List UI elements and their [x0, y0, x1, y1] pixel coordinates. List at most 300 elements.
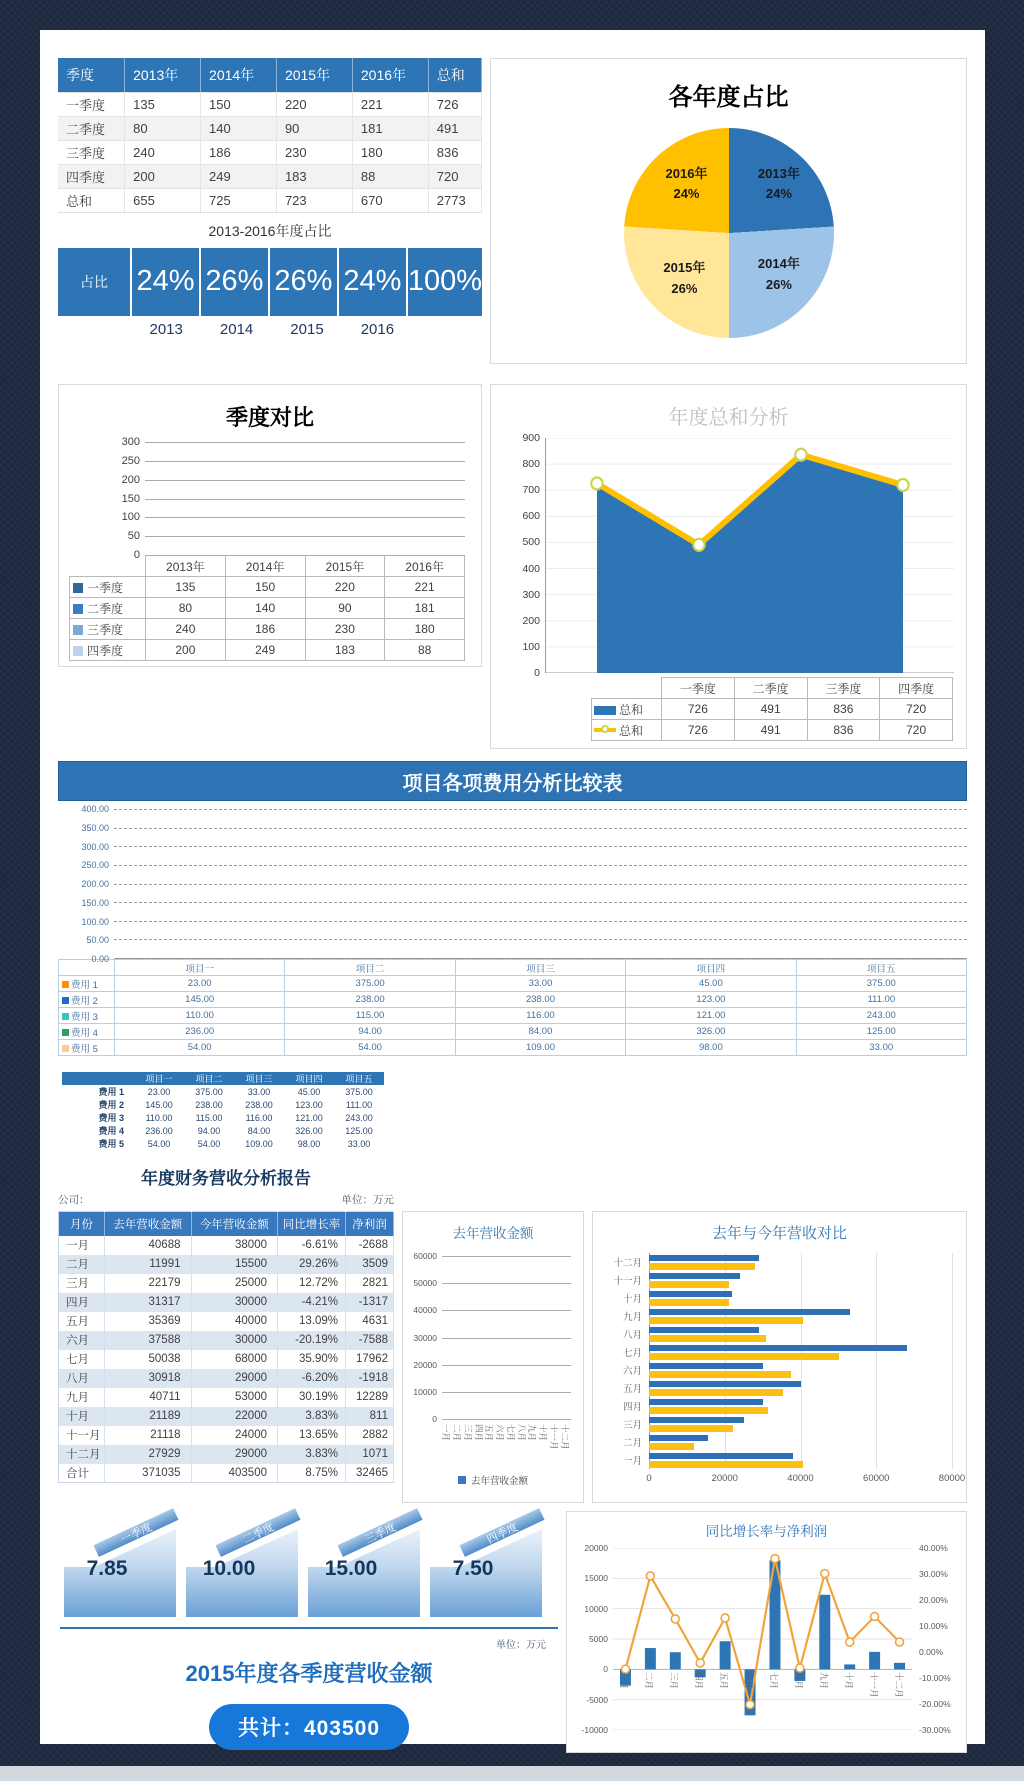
- cell: 3.83%: [278, 1407, 346, 1426]
- company-label: 公司：: [58, 1194, 90, 1206]
- total-pill-button[interactable]: 共计：403500: [209, 1704, 409, 1750]
- axis-label: 八月: [622, 1330, 642, 1341]
- cell: 200: [146, 640, 226, 661]
- marker: [746, 1700, 754, 1708]
- cell: -6.61%: [278, 1236, 346, 1255]
- row-label: 费用 2: [98, 1100, 124, 1110]
- table-row: [592, 720, 953, 741]
- left-axis: [573, 1543, 613, 1735]
- cell: 145.00: [145, 1099, 173, 1110]
- bar-group: [649, 1361, 952, 1379]
- cell: 54.00: [147, 1138, 171, 1149]
- cell: 17962: [346, 1350, 394, 1369]
- quarter-flags-block: [58, 1511, 558, 1753]
- share-value: 26%: [270, 248, 337, 316]
- slice-year: 2016年: [665, 165, 708, 181]
- corner-cell: [62, 1072, 134, 1085]
- axis-tick: 250: [121, 454, 140, 467]
- axis-tick: 0: [432, 1414, 437, 1424]
- cell: 180: [385, 619, 465, 640]
- annual-sum-panel: [490, 384, 967, 749]
- cell: 98.00: [297, 1138, 321, 1149]
- legend-cell: [59, 976, 115, 992]
- cell: 836: [807, 699, 880, 720]
- cell: 五月: [59, 1312, 105, 1331]
- table-row: [62, 1124, 384, 1137]
- quarter-flag: [430, 1511, 542, 1617]
- cell: 30.19%: [278, 1388, 346, 1407]
- cell: 90: [305, 598, 385, 619]
- cell: 180: [352, 140, 428, 164]
- lastyear-legend: [409, 1473, 577, 1487]
- quarter-compare-data-table: [69, 555, 465, 661]
- row-label: 费用 3: [98, 1113, 124, 1123]
- axis-tick: 5000: [589, 1634, 608, 1644]
- table-header-row: [58, 58, 482, 92]
- marker: [771, 1555, 779, 1563]
- cell: 125.00: [796, 1024, 966, 1040]
- combo-chart: [573, 1543, 960, 1735]
- quarter-flags: [60, 1511, 558, 1619]
- cell: 30000: [191, 1293, 278, 1312]
- bar: [720, 1641, 731, 1669]
- legend-cell: [70, 577, 146, 598]
- cell: 221: [352, 92, 428, 116]
- axis-label: 一月: [441, 1424, 452, 1442]
- cell: 375.00: [285, 976, 455, 992]
- gridline: [145, 555, 465, 556]
- axis-label: 五月: [484, 1424, 495, 1442]
- axis-tick: -10.00%: [919, 1673, 951, 1683]
- axis-label: 十一月: [613, 1276, 642, 1287]
- axis-tick: 50000: [413, 1278, 437, 1289]
- axis-tick: 300.00: [81, 841, 109, 852]
- flag-value: 7.85: [86, 1557, 128, 1580]
- bottom-section: [58, 1511, 967, 1753]
- unit-label: 单位：万元: [496, 1640, 546, 1651]
- bar: [844, 1664, 855, 1669]
- cell: 150: [225, 577, 305, 598]
- mid-section: [58, 384, 967, 749]
- share-value: 24%: [339, 248, 406, 316]
- table-row: [59, 1388, 394, 1407]
- cell: 13.09%: [278, 1312, 346, 1331]
- column-header: 项目五: [334, 1072, 384, 1085]
- axis-label: 十月: [538, 1424, 549, 1442]
- cell: 238.00: [285, 992, 455, 1008]
- x-axis-labels: [442, 1421, 571, 1465]
- axis-label: 二月: [452, 1424, 463, 1442]
- slice-percent: 26%: [765, 276, 792, 292]
- cell: 七月: [59, 1350, 105, 1369]
- cell: 220: [305, 577, 385, 598]
- marker: [696, 1659, 704, 1667]
- axis-tick: 0: [133, 549, 140, 561]
- quarter-compare-chart: [69, 436, 471, 561]
- cell: 13.65%: [278, 1426, 346, 1445]
- legend-label: 费用 1: [71, 979, 98, 991]
- axis-tick: -5000: [586, 1694, 608, 1705]
- cell: 二月: [59, 1255, 105, 1274]
- axis-label: 八月: [516, 1424, 527, 1442]
- cell: 1071: [346, 1445, 394, 1464]
- axis-label: 七月: [768, 1672, 779, 1690]
- x-axis-labels: [646, 1469, 966, 1485]
- y-axis-labels: [607, 1253, 649, 1469]
- table-row: [70, 598, 465, 619]
- cell: 40000: [191, 1312, 278, 1331]
- cell: 238.00: [245, 1099, 273, 1110]
- cell: 720: [880, 699, 953, 720]
- cell: 811: [346, 1407, 394, 1426]
- flag-label: 四季度: [484, 1520, 520, 1546]
- legend-label: 四季度: [87, 643, 124, 658]
- axis-tick: 40.00%: [919, 1543, 948, 1553]
- cell: 111.00: [345, 1099, 373, 1110]
- cell: 116.00: [245, 1112, 273, 1123]
- table-row: [59, 1040, 967, 1056]
- axis-label: 九月: [818, 1672, 829, 1690]
- quarter-flag: [186, 1511, 298, 1617]
- axis-tick: 300: [522, 588, 540, 601]
- cell: 94.00: [197, 1125, 221, 1136]
- column-header: 同比增长率: [278, 1212, 346, 1236]
- table-row: [59, 1331, 394, 1350]
- cell: 27929: [105, 1445, 192, 1464]
- share-value: 26%: [201, 248, 268, 316]
- cell: 109.00: [245, 1138, 273, 1149]
- table-row: [59, 1350, 394, 1369]
- pie-panel: [490, 58, 967, 364]
- share-percentage-row: [58, 248, 482, 316]
- axis-tick: 20000: [413, 1359, 437, 1370]
- cell: 98.00: [626, 1040, 796, 1056]
- quarter-flag: [308, 1511, 420, 1617]
- pie-slice-label: [737, 164, 821, 206]
- annual-sum-title: 年度总和分析: [668, 407, 789, 429]
- axis-tick: 200: [121, 473, 140, 486]
- quarter-flag: [64, 1511, 176, 1617]
- bar: [649, 1345, 907, 1352]
- cell: 655: [125, 188, 201, 212]
- cell: 33.00: [347, 1138, 371, 1149]
- plot-area: [442, 1256, 571, 1419]
- axis-tick: 600: [522, 510, 540, 523]
- bar: [649, 1389, 783, 1396]
- bar: [819, 1595, 830, 1670]
- axis-tick: 150: [121, 492, 140, 505]
- cell: 236.00: [145, 1125, 173, 1136]
- project-chart: [58, 804, 967, 964]
- column-header: 2013年: [125, 58, 201, 92]
- table-row: [59, 1369, 394, 1388]
- marker: [897, 479, 908, 491]
- cell: -1317: [346, 1293, 394, 1312]
- share-caption: 2013-2016年度占比: [208, 222, 332, 239]
- lastyear-revenue-panel: [402, 1211, 584, 1503]
- cell: 88: [352, 164, 428, 188]
- cell: 121.00: [626, 1008, 796, 1024]
- cell: 21189: [105, 1407, 192, 1426]
- flag-label: 三季度: [362, 1520, 398, 1546]
- cell: 37588: [105, 1331, 192, 1350]
- cell: 总和: [58, 188, 125, 212]
- column-header: 2015年: [276, 58, 352, 92]
- axis-tick: 0: [603, 1664, 608, 1675]
- cell: 220: [276, 92, 352, 116]
- legend-cell: [70, 598, 146, 619]
- cell: 240: [146, 619, 226, 640]
- cell: 54.00: [115, 1040, 285, 1056]
- cell: 238.00: [195, 1099, 223, 1110]
- legend-label: 三季度: [87, 622, 124, 637]
- axis-label: 五月: [719, 1672, 730, 1690]
- table-row: [58, 92, 482, 116]
- cell: 53000: [191, 1388, 278, 1407]
- cell: 221: [385, 577, 465, 598]
- axis-tick: 80000: [938, 1473, 966, 1484]
- cell: 836: [807, 720, 880, 741]
- axis-tick: 0.00%: [919, 1647, 944, 1657]
- legend-label: 费用 3: [71, 1011, 98, 1023]
- cell: 88: [385, 640, 465, 661]
- cell: 726: [662, 720, 735, 741]
- cell: 一季度: [58, 92, 125, 116]
- cell: 491: [734, 699, 807, 720]
- compare-chart: [607, 1253, 952, 1469]
- cell: 二季度: [58, 116, 125, 140]
- cell: 375.00: [345, 1086, 373, 1097]
- legend-cell: [59, 1040, 115, 1056]
- axis-tick: 250.00: [81, 860, 109, 871]
- y-axis: [503, 432, 545, 679]
- cell: 181: [352, 116, 428, 140]
- axis-label: 二月: [644, 1672, 655, 1690]
- row-label: 费用 1: [98, 1087, 124, 1097]
- column-header: 项目四: [284, 1072, 334, 1085]
- share-value: 100%: [408, 248, 482, 316]
- bar: [649, 1335, 766, 1342]
- cell: 九月: [59, 1388, 105, 1407]
- y-axis: [58, 804, 114, 964]
- column-header: 一季度: [662, 678, 735, 699]
- report-section: [58, 1211, 967, 1503]
- cell: 230: [276, 140, 352, 164]
- bar: [649, 1281, 729, 1288]
- table-header-row: [59, 1212, 394, 1236]
- cell: 125.00: [345, 1125, 373, 1136]
- cell: 238.00: [455, 992, 625, 1008]
- pie-slice-label: [735, 254, 823, 296]
- slice-percent: 24%: [765, 186, 792, 202]
- table-row: [592, 699, 953, 720]
- cell: 115.00: [285, 1008, 455, 1024]
- year-label: 2016: [360, 321, 395, 338]
- legend-label: 去年营收金额: [470, 1476, 528, 1487]
- cell: 十一月: [59, 1426, 105, 1445]
- cell: 33.00: [796, 1040, 966, 1056]
- bar-group: [649, 1343, 952, 1361]
- table-row: [59, 1445, 394, 1464]
- bar-group: [649, 1253, 952, 1271]
- report-title: 年度财务营收分析报告: [141, 1169, 311, 1188]
- cell: 243.00: [345, 1112, 373, 1123]
- axis-label: 十二月: [559, 1424, 570, 1450]
- cell: 90: [276, 116, 352, 140]
- axis-label: 一月: [619, 1672, 630, 1690]
- gridline: [114, 958, 967, 959]
- bar: [649, 1255, 759, 1262]
- cell: 725: [201, 188, 277, 212]
- bar: [649, 1291, 732, 1298]
- table-row: [70, 577, 465, 598]
- cell: 35369: [105, 1312, 192, 1331]
- legend-label: 总和: [619, 702, 644, 717]
- marker: [591, 477, 602, 489]
- legend-swatch: [594, 706, 616, 715]
- axis-label: 六月: [495, 1424, 506, 1442]
- column-header: 项目一: [115, 960, 285, 976]
- cell: 45.00: [626, 976, 796, 992]
- cell: 230: [305, 619, 385, 640]
- cell: 22000: [191, 1407, 278, 1426]
- cell: 30918: [105, 1369, 192, 1388]
- divider: [60, 1627, 558, 1629]
- combo-chart-title: 同比增长率与净利润: [705, 1524, 828, 1539]
- row-label: 费用 5: [98, 1139, 124, 1149]
- axis-tick: 200.00: [81, 879, 109, 889]
- cell: 29000: [191, 1445, 278, 1464]
- cell: -7588: [346, 1331, 394, 1350]
- axis-tick: 100.00: [81, 916, 109, 927]
- bar: [649, 1299, 729, 1306]
- cell: 3509: [346, 1255, 394, 1274]
- legend-cell: [592, 720, 662, 741]
- axis-tick: 20000: [711, 1473, 738, 1484]
- cell: 140: [225, 598, 305, 619]
- axis-tick: -20.00%: [919, 1699, 951, 1709]
- bar-group: [649, 1307, 952, 1325]
- cell: 45.00: [297, 1086, 321, 1097]
- cell: 135: [146, 577, 226, 598]
- marker: [871, 1613, 879, 1621]
- marker: [646, 1572, 654, 1580]
- table-row: [59, 1464, 394, 1483]
- table-row: [70, 619, 465, 640]
- axis-tick: 10.00%: [919, 1621, 948, 1631]
- axis-tick: 100: [121, 511, 140, 524]
- bar-group: [649, 1271, 952, 1289]
- unit-label: 单位：万元: [341, 1194, 394, 1206]
- cell: 836: [428, 140, 481, 164]
- cell: 四月: [59, 1293, 105, 1312]
- cell: 11991: [105, 1255, 192, 1274]
- cell: 240: [125, 140, 201, 164]
- cell: 33.00: [247, 1086, 271, 1097]
- annual-sum-data-table: [591, 677, 953, 741]
- cell: 186: [201, 140, 277, 164]
- axis-tick: 10000: [584, 1603, 608, 1614]
- quarters-title: 2015年度各季度营收金额: [185, 1661, 433, 1686]
- axis-label: 五月: [622, 1384, 642, 1395]
- axis-tick: 0.00: [91, 954, 109, 964]
- bar: [649, 1273, 740, 1280]
- axis-tick: 150.00: [81, 897, 109, 908]
- lastyear-chart: [409, 1251, 577, 1424]
- marker: [795, 449, 806, 461]
- bar: [894, 1663, 905, 1669]
- slice-year: 2015年: [663, 260, 706, 276]
- legend-swatch: [458, 1476, 466, 1484]
- cell: 12.72%: [278, 1274, 346, 1293]
- axis-label: 十二月: [613, 1258, 642, 1269]
- bar: [649, 1443, 694, 1450]
- cell: 十月: [59, 1407, 105, 1426]
- cell: 合计: [59, 1464, 105, 1483]
- cell: 三月: [59, 1274, 105, 1293]
- axis-label: 三月: [462, 1424, 473, 1442]
- quarter-summary-block: [58, 58, 482, 364]
- cell: 326.00: [295, 1125, 323, 1136]
- bar: [649, 1425, 733, 1432]
- cell: 110.00: [145, 1112, 173, 1123]
- spacer: [414, 316, 482, 344]
- cell: 3.83%: [278, 1445, 346, 1464]
- cell: 123.00: [626, 992, 796, 1008]
- bar: [649, 1399, 763, 1406]
- row-label: 费用 4: [98, 1126, 124, 1136]
- project-data-table: [58, 959, 967, 1056]
- axis-tick: -30.00%: [919, 1725, 951, 1735]
- cell: 723: [276, 188, 352, 212]
- cell: 32465: [346, 1464, 394, 1483]
- legend-cell: [59, 1008, 115, 1024]
- table-header-row: [70, 556, 465, 577]
- cell: 109.00: [455, 1040, 625, 1056]
- table-row: [59, 992, 967, 1008]
- bar-group: [649, 1325, 952, 1343]
- cell: 183: [305, 640, 385, 661]
- cell: 326.00: [626, 1024, 796, 1040]
- bar: [649, 1263, 755, 1270]
- cell: 54.00: [197, 1138, 221, 1149]
- cell: 30000: [191, 1331, 278, 1350]
- line-series: [625, 1559, 899, 1705]
- axis-tick: 300: [121, 436, 140, 448]
- legend-swatch: [62, 1045, 69, 1052]
- column-header: 项目二: [184, 1072, 234, 1085]
- cell: -2688: [346, 1236, 394, 1255]
- bars: [114, 809, 967, 958]
- area-series: [597, 455, 903, 673]
- cell: 726: [428, 92, 481, 116]
- cell: 375.00: [195, 1086, 223, 1097]
- column-header: 今年营收金额: [191, 1212, 278, 1236]
- cell: 一月: [59, 1236, 105, 1255]
- cell: -1918: [346, 1369, 394, 1388]
- cell: 40688: [105, 1236, 192, 1255]
- cell: 236.00: [115, 1024, 285, 1040]
- axis-tick: 15000: [584, 1573, 608, 1584]
- cell: 491: [428, 116, 481, 140]
- cell: 720: [880, 720, 953, 741]
- cell: 243.00: [796, 1008, 966, 1024]
- bar-group: [649, 1379, 952, 1397]
- cell: 726: [662, 699, 735, 720]
- column-header: 项目四: [626, 960, 796, 976]
- table-row: [62, 1137, 384, 1150]
- gridline: [442, 1419, 571, 1420]
